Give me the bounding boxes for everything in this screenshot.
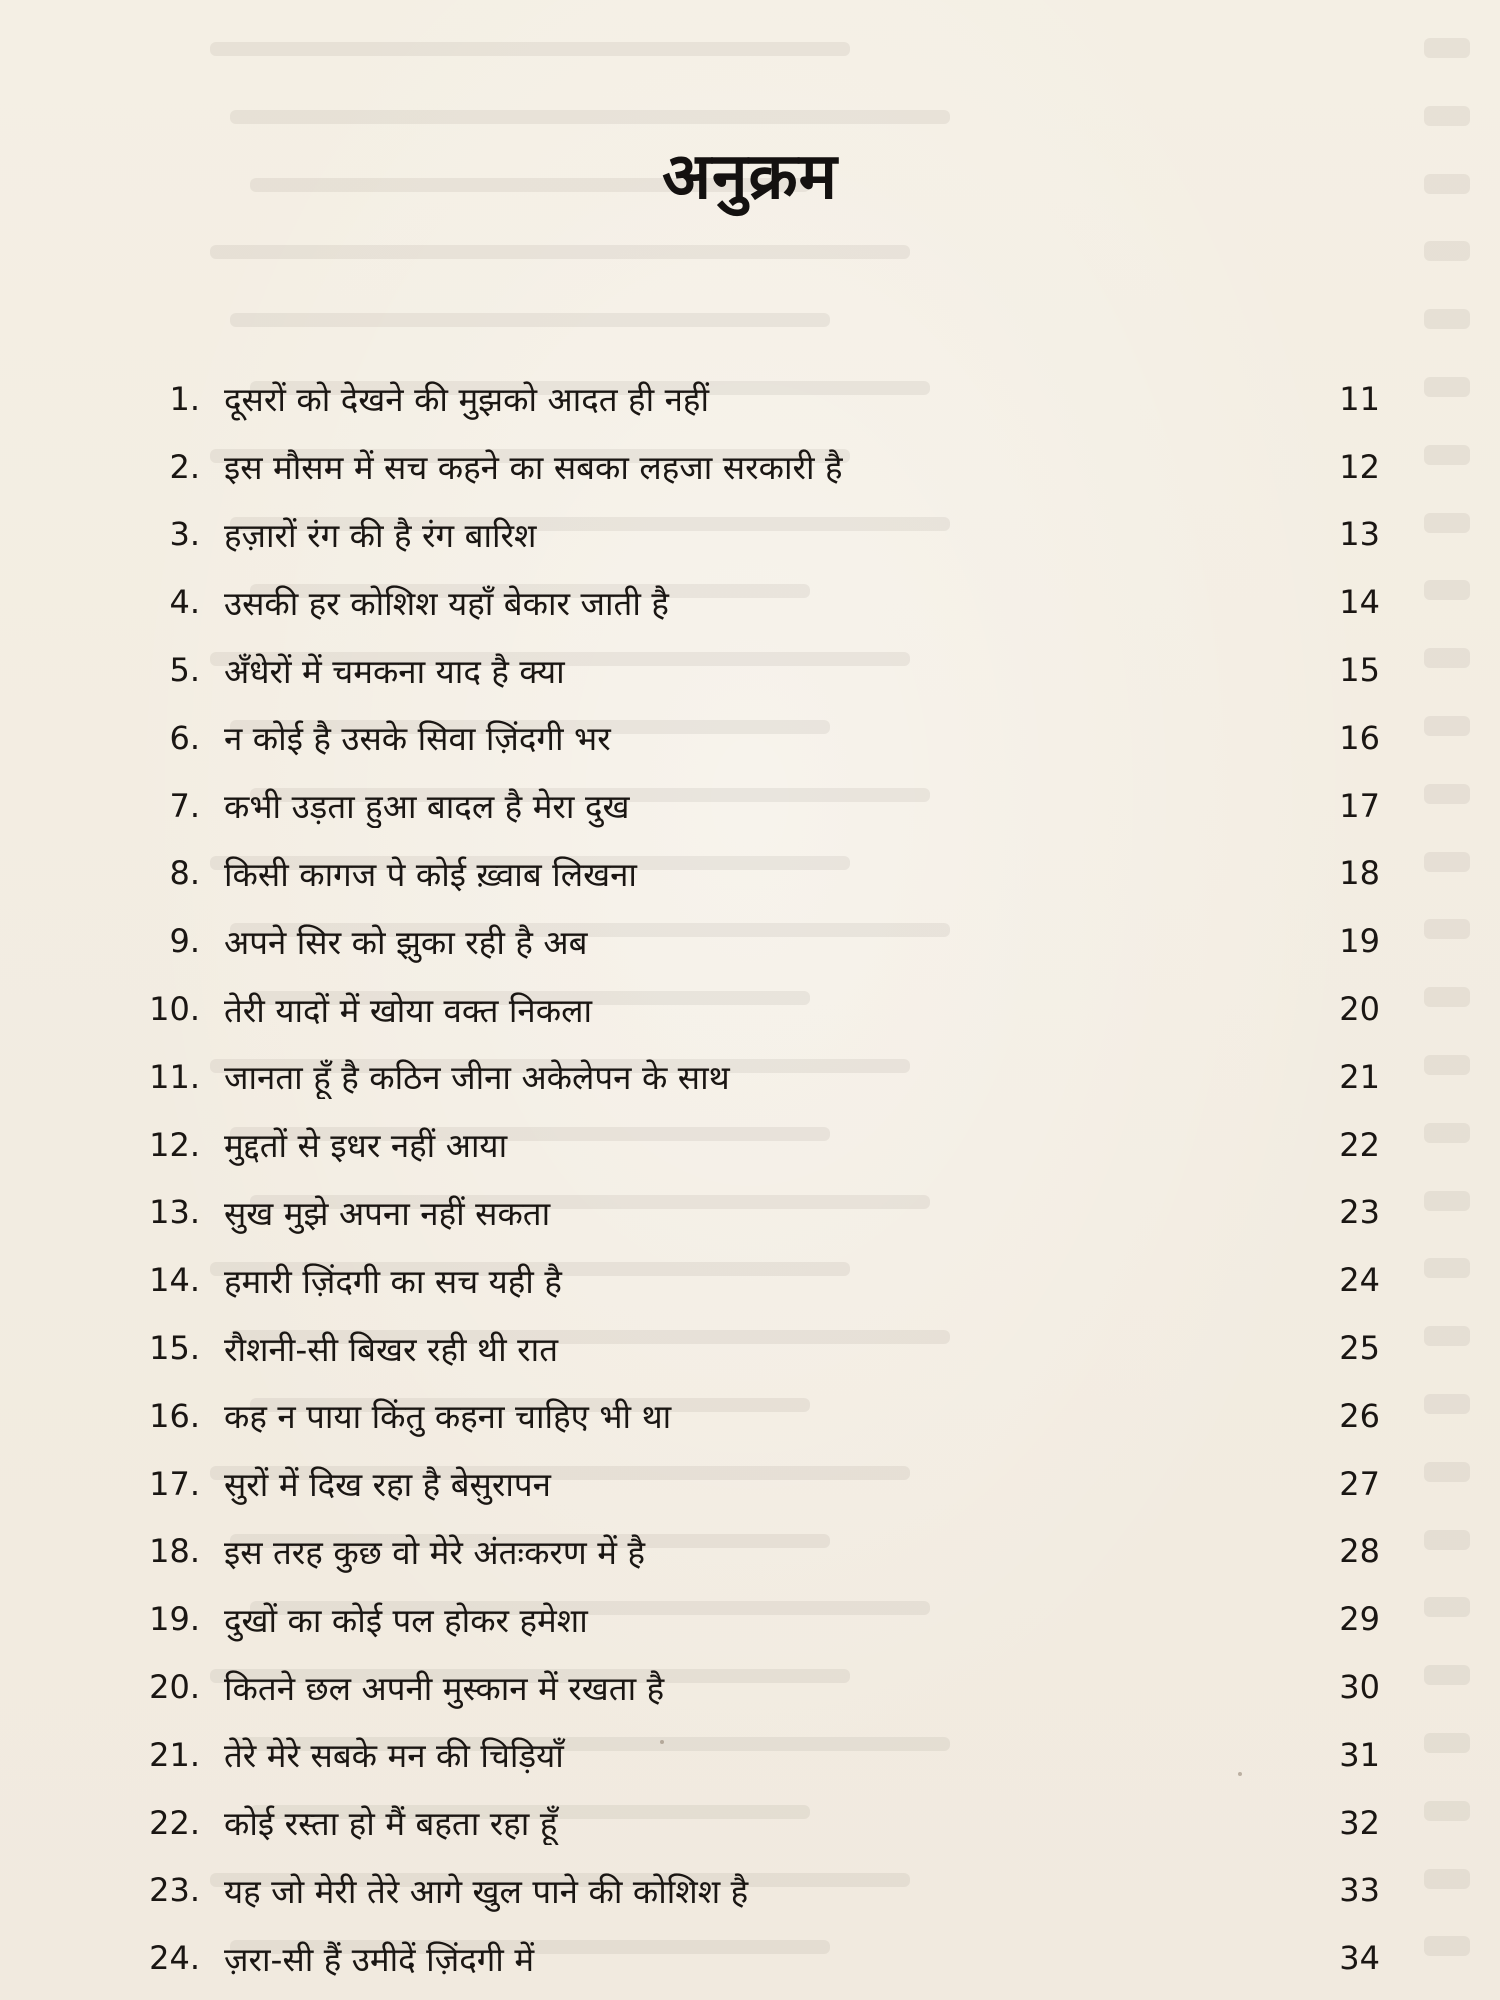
bleed-number xyxy=(1424,1801,1470,1821)
toc-entry xyxy=(120,1043,1380,1111)
entry-page-number: 18 xyxy=(1339,854,1380,893)
entry-page-number: 28 xyxy=(1339,1532,1380,1571)
entry-title: यह जो मेरी तेरे आगे खुल पाने की कोशिश है xyxy=(224,1871,749,1911)
entry-title: तेरे मेरे सबके मन की चिड़ियाँ xyxy=(224,1736,564,1776)
entry-number: 14. xyxy=(149,1261,200,1300)
bleed-number xyxy=(1424,513,1470,533)
entry-page-number: 16 xyxy=(1339,718,1380,757)
entry-number: 12. xyxy=(149,1125,200,1164)
bleed-line xyxy=(210,245,910,259)
entry-number: 11. xyxy=(149,1057,200,1096)
entry-number: 9. xyxy=(169,922,200,961)
bleed-number xyxy=(1424,1936,1470,1956)
bleed-number xyxy=(1424,1326,1470,1346)
entry-page-number: 31 xyxy=(1339,1735,1380,1774)
bleed-number xyxy=(1424,1394,1470,1414)
bleed-number xyxy=(1424,106,1470,126)
entry-number: 19. xyxy=(149,1600,200,1639)
entry-title: कह न पाया किंतु कहना चाहिए भी था xyxy=(224,1397,672,1437)
toc-entry xyxy=(120,840,1380,908)
bleed-number xyxy=(1424,1191,1470,1211)
bleed-number xyxy=(1424,1597,1470,1617)
entry-page-number: 34 xyxy=(1339,1939,1380,1978)
entry-page-number: 25 xyxy=(1339,1329,1380,1368)
toc-entry xyxy=(120,1653,1380,1721)
entry-number: 23. xyxy=(149,1871,200,1910)
bleed-number xyxy=(1424,1462,1470,1482)
bleed-number xyxy=(1424,1665,1470,1685)
paper-speck xyxy=(1238,1772,1242,1776)
toc-entry xyxy=(120,907,1380,975)
bleed-number xyxy=(1424,648,1470,668)
entry-number: 5. xyxy=(169,651,200,690)
entry-title: किसी कागज पे कोई ख़्वाब लिखना xyxy=(224,854,637,894)
bleed-number xyxy=(1424,580,1470,600)
paper-speck xyxy=(660,1740,664,1744)
entry-title: अँधेरों में चमकना याद है क्या xyxy=(224,651,565,691)
entry-number: 24. xyxy=(149,1939,200,1978)
bleed-number xyxy=(1424,377,1470,397)
bleed-number xyxy=(1424,241,1470,261)
bleed-number xyxy=(1424,1055,1470,1075)
entry-page-number: 12 xyxy=(1339,447,1380,486)
entry-title: कितने छल अपनी मुस्कान में रखता है xyxy=(224,1668,665,1708)
entry-number: 1. xyxy=(169,379,200,418)
toc-entry xyxy=(120,501,1380,569)
entry-title: जानता हूँ है कठिन जीना अकेलेपन के साथ xyxy=(224,1058,730,1098)
toc-entry xyxy=(120,1585,1380,1653)
bleed-line xyxy=(210,42,850,56)
toc-entry xyxy=(120,365,1380,433)
entry-title: अपने सिर को झुका रही है अब xyxy=(224,922,588,962)
bleed-number xyxy=(1424,1869,1470,1889)
entry-page-number: 29 xyxy=(1339,1600,1380,1639)
entry-number: 3. xyxy=(169,515,200,554)
entry-number: 16. xyxy=(149,1396,200,1435)
entry-title: दूसरों को देखने की मुझको आदत ही नहीं xyxy=(224,380,710,420)
entry-title: उसकी हर कोशिश यहाँ बेकार जाती है xyxy=(224,583,669,623)
bleed-number xyxy=(1424,1123,1470,1143)
entry-page-number: 22 xyxy=(1339,1125,1380,1164)
toc-entry xyxy=(120,568,1380,636)
bleed-number xyxy=(1424,852,1470,872)
toc-entry xyxy=(120,1721,1380,1789)
page-title: अनुक्रम xyxy=(662,140,838,214)
entry-title: तेरी यादों में खोया वक्त निकला xyxy=(224,990,592,1030)
bleed-number xyxy=(1424,919,1470,939)
bleed-number xyxy=(1424,1258,1470,1278)
entry-page-number: 21 xyxy=(1339,1057,1380,1096)
entry-title: कभी उड़ता हुआ बादल है मेरा दुख xyxy=(224,787,630,827)
entry-title: न कोई है उसके सिवा ज़िंदगी भर xyxy=(224,719,611,759)
toc-entry xyxy=(120,772,1380,840)
entry-page-number: 23 xyxy=(1339,1193,1380,1232)
entry-number: 18. xyxy=(149,1532,200,1571)
entry-number: 8. xyxy=(169,854,200,893)
bleed-number xyxy=(1424,1733,1470,1753)
bleed-number xyxy=(1424,445,1470,465)
toc-entry xyxy=(120,1857,1380,1925)
toc-entry xyxy=(120,704,1380,772)
toc-entry xyxy=(120,1246,1380,1314)
toc-entry xyxy=(120,1179,1380,1247)
entry-title: सुरों में दिख रहा है बेसुरापन xyxy=(224,1465,551,1505)
bleed-number xyxy=(1424,309,1470,329)
table-of-contents xyxy=(120,365,1380,1992)
entry-page-number: 20 xyxy=(1339,990,1380,1029)
entry-page-number: 13 xyxy=(1339,515,1380,554)
entry-title: सुख मुझे अपना नहीं सकता xyxy=(224,1193,551,1233)
entry-title: ज़रा-सी हैं उमीदें ज़िंदगी में xyxy=(224,1939,535,1979)
entry-number: 10. xyxy=(149,990,200,1029)
toc-entry xyxy=(120,1111,1380,1179)
entry-title: रौशनी-सी बिखर रही थी रात xyxy=(224,1329,559,1369)
bleed-number xyxy=(1424,784,1470,804)
entry-number: 2. xyxy=(169,447,200,486)
toc-entry xyxy=(120,1518,1380,1586)
toc-entry xyxy=(120,1450,1380,1518)
entry-title: हमारी ज़िंदगी का सच यही है xyxy=(224,1261,562,1301)
entry-number: 17. xyxy=(149,1464,200,1503)
entry-title: दुखों का कोई पल होकर हमेशा xyxy=(224,1600,588,1640)
entry-title: हज़ारों रंग की है रंग बारिश xyxy=(224,515,537,555)
entry-number: 4. xyxy=(169,583,200,622)
entry-title: इस मौसम में सच कहने का सबका लहजा सरकारी है xyxy=(224,448,843,488)
toc-entry xyxy=(120,1924,1380,1992)
entry-page-number: 17 xyxy=(1339,786,1380,825)
toc-entry xyxy=(120,433,1380,501)
toc-entry xyxy=(120,1382,1380,1450)
entry-page-number: 19 xyxy=(1339,922,1380,961)
entry-page-number: 32 xyxy=(1339,1803,1380,1842)
entry-page-number: 11 xyxy=(1339,379,1380,418)
entry-number: 7. xyxy=(169,786,200,825)
bleed-number xyxy=(1424,716,1470,736)
toc-entry xyxy=(120,975,1380,1043)
entry-title: मुद्दतों से इधर नहीं आया xyxy=(224,1126,508,1166)
entry-number: 15. xyxy=(149,1329,200,1368)
entry-page-number: 24 xyxy=(1339,1261,1380,1300)
entry-page-number: 30 xyxy=(1339,1668,1380,1707)
entry-number: 6. xyxy=(169,718,200,757)
bleed-number xyxy=(1424,38,1470,58)
entry-title: कोई रस्ता हो मैं बहता रहा हूँ xyxy=(224,1804,558,1844)
entry-number: 22. xyxy=(149,1803,200,1842)
bleed-line xyxy=(230,110,950,124)
entry-page-number: 33 xyxy=(1339,1871,1380,1910)
bleed-number xyxy=(1424,1530,1470,1550)
entry-page-number: 26 xyxy=(1339,1396,1380,1435)
entry-page-number: 27 xyxy=(1339,1464,1380,1503)
entry-page-number: 15 xyxy=(1339,651,1380,690)
toc-entry xyxy=(120,636,1380,704)
entry-page-number: 14 xyxy=(1339,583,1380,622)
entry-number: 20. xyxy=(149,1668,200,1707)
entry-number: 13. xyxy=(149,1193,200,1232)
bleed-number xyxy=(1424,987,1470,1007)
bleed-line xyxy=(230,313,830,327)
entry-number: 21. xyxy=(149,1735,200,1774)
entry-title: इस तरह कुछ वो मेरे अंतःकरण में है xyxy=(224,1532,646,1572)
toc-entry xyxy=(120,1314,1380,1382)
toc-entry xyxy=(120,1789,1380,1857)
